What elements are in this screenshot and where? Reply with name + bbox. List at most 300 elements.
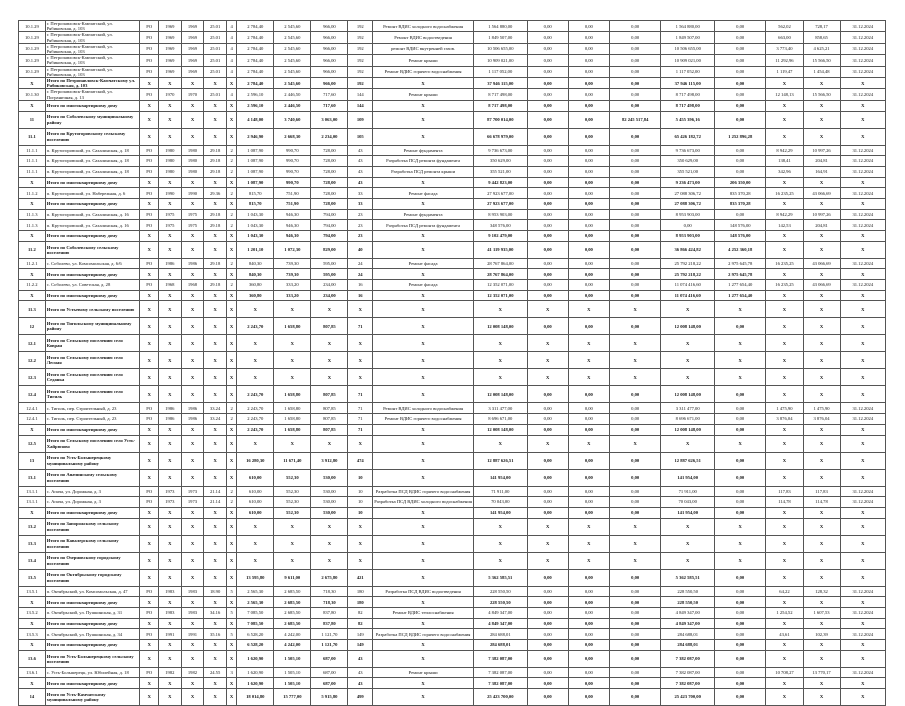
table-cell: РО (140, 403, 159, 414)
table-cell: 2 234,00 (311, 128, 348, 145)
table-cell: X (159, 435, 182, 452)
table-cell: X (204, 301, 227, 318)
table-cell: 13 770,17 (803, 667, 840, 678)
table-row (19, 231, 886, 242)
table-cell: 0,00 (527, 290, 568, 301)
table-cell: 13.3 (19, 535, 46, 552)
table-cell: 1969 (159, 55, 182, 66)
table-cell: X (840, 518, 885, 535)
table-cell: X (803, 100, 840, 111)
table-cell: 71 (348, 414, 373, 425)
table-cell: X (226, 678, 236, 689)
table-cell: 1980 (159, 166, 182, 177)
table-cell: 1 119,47 (766, 66, 803, 77)
table-cell: Итого по Кавалерскому сельскому поселению (45, 535, 140, 552)
table-cell: X (803, 111, 840, 128)
table-cell: 2 (226, 258, 236, 269)
table-cell: 8 953 903,00 (661, 231, 715, 242)
table-cell: X (159, 424, 182, 435)
table-cell: 284 688,01 (474, 640, 528, 651)
table-cell: 180 (348, 586, 373, 597)
table-cell: 0,00 (527, 667, 568, 678)
table-row (19, 100, 886, 111)
table-cell: 0,00 (568, 386, 609, 403)
table-cell: 0,00 (568, 318, 609, 335)
table-cell: X (181, 689, 204, 706)
table-cell: X (226, 301, 236, 318)
table-cell: 1991 (159, 629, 182, 640)
table-cell: X (181, 507, 204, 518)
table-cell: 27 088 306,72 (661, 198, 715, 209)
table-cell: РО (140, 209, 159, 220)
table-cell: 13 (19, 452, 46, 469)
table-cell: 1973 (159, 486, 182, 497)
table-cell: X (474, 369, 528, 386)
table-cell: 1973 (181, 486, 204, 497)
table-cell: 0,00 (714, 586, 765, 597)
table-cell: 0,00 (568, 597, 609, 608)
table-cell: РО (140, 166, 159, 177)
table-cell: X (159, 111, 182, 128)
table-cell: 12.1 (19, 335, 46, 352)
table-cell: 0,00 (568, 414, 609, 425)
table-cell: 11.2 (19, 241, 46, 258)
table-cell: 739,30 (274, 258, 311, 269)
table-cell: X (714, 301, 765, 318)
table-cell: X (19, 100, 46, 111)
table-cell: 0,00 (609, 689, 660, 706)
table-row (19, 209, 886, 220)
table-cell: 1970 (159, 89, 182, 100)
table-cell: 552,30 (274, 497, 311, 508)
table-cell: 8 717 498,00 (474, 89, 528, 100)
table-cell: Ремонт фасада (373, 280, 474, 291)
table-cell: X (766, 535, 803, 552)
table-cell: X (474, 435, 528, 452)
table-cell: 1 117 052,00 (474, 66, 528, 77)
table-cell: 1 087,90 (237, 156, 274, 167)
table-cell: 0,00 (714, 640, 765, 651)
table-cell: г. Петропавловск-Камчатский, ул. Рябиковская, д. 103 (45, 66, 140, 77)
table-cell: X (840, 650, 885, 667)
table-cell: 3 912,80 (311, 452, 348, 469)
table-cell: X (181, 518, 204, 535)
table-cell: 7 382 087,00 (661, 650, 715, 667)
table-cell: X (474, 335, 528, 352)
table-cell: X (226, 335, 236, 352)
table-cell: 966,00 (311, 78, 348, 89)
table-cell: X (204, 452, 227, 469)
table-cell: 0,00 (568, 650, 609, 667)
table-cell: 837,80 (311, 607, 348, 618)
table-cell: 0,00 (527, 156, 568, 167)
table-cell: Итого по Сельскому поселению село Тигиль (45, 386, 140, 403)
table-cell: X (159, 469, 182, 486)
table-cell: 728,00 (311, 188, 348, 199)
table-cell: Итого по многоквартирному дому (45, 177, 140, 188)
table-cell: 144 (348, 100, 373, 111)
table-cell: X (140, 100, 159, 111)
table-cell: X (766, 507, 803, 518)
table-cell: Итого по Усть-Камчатскому муниципальному району (45, 689, 140, 706)
table-cell: 31.12.2024 (840, 55, 885, 66)
table-cell: 141 954,00 (474, 469, 528, 486)
table-cell: 13 595,80 (237, 569, 274, 586)
table-cell: 12 008 148,00 (661, 318, 715, 335)
table-cell: 5 (226, 607, 236, 618)
table-cell: 2 243,70 (237, 403, 274, 414)
table-row (19, 452, 886, 469)
table-cell: 4 (226, 89, 236, 100)
table-cell: Итого по Сельскому поселению село Ковран (45, 335, 140, 352)
table-cell: 10 506 655,00 (474, 43, 528, 54)
table-cell: X (159, 78, 182, 89)
table-cell: X (181, 618, 204, 629)
table-cell: X (226, 269, 236, 280)
table-row (19, 280, 886, 291)
table-cell: Разработка ПСД ремонта фундамента (373, 220, 474, 231)
table-cell: 0,00 (568, 507, 609, 518)
table-cell: X (226, 231, 236, 242)
table-cell: 2 (226, 188, 236, 199)
table-cell: X (226, 469, 236, 486)
table-cell: X (181, 678, 204, 689)
table-cell: X (181, 177, 204, 188)
table-cell: 0,00 (609, 188, 660, 199)
table-cell: X (159, 301, 182, 318)
table-cell: 1968 (181, 280, 204, 291)
table-cell: 0,00 (527, 220, 568, 231)
table-cell: 530,00 (311, 469, 348, 486)
table-cell: 0,00 (568, 607, 609, 618)
table-cell: X (19, 424, 46, 435)
table-cell: X (348, 535, 373, 552)
table-cell: 31.12.2024 (840, 188, 885, 199)
table-cell: X (204, 469, 227, 486)
table-cell: 13.1.1 (19, 497, 46, 508)
table-cell: X (204, 78, 227, 89)
table-cell: 0,00 (527, 280, 568, 291)
table-cell: X (159, 100, 182, 111)
table-cell: 10 (348, 486, 373, 497)
table-cell: 1982 (159, 667, 182, 678)
table-cell: 192 (348, 21, 373, 32)
table-cell: X (140, 552, 159, 569)
table-cell: 5 (226, 586, 236, 597)
table-cell: 1 087,90 (237, 166, 274, 177)
table-cell: 0,00 (527, 486, 568, 497)
table-cell: 4 849 347,00 (474, 618, 528, 629)
table-cell: 2 545,60 (274, 55, 311, 66)
table-cell: 11 (19, 111, 46, 128)
table-cell: X (766, 650, 803, 667)
table-cell: X (803, 689, 840, 706)
table-cell: г. Петропавловск-Камчатский, ул. Рябиковская, д. 103 (45, 32, 140, 43)
table-cell: 3 311 477,00 (661, 403, 715, 414)
table-cell: X (204, 290, 227, 301)
table-cell: 10 997,26 (803, 145, 840, 156)
table-cell: 0,00 (527, 209, 568, 220)
table-cell: 16 (348, 290, 373, 301)
table-cell: X (237, 518, 274, 535)
table-cell: X (803, 386, 840, 403)
table-cell: X (766, 128, 803, 145)
table-cell: X (373, 452, 474, 469)
table-cell: X (840, 177, 885, 188)
table-cell: г. Петропавловск-Камчатский, ул. Рябиковская, д. 103 (45, 55, 140, 66)
table-cell: X (609, 535, 660, 552)
table-cell: 360,80 (237, 290, 274, 301)
table-cell: 0,00 (714, 569, 765, 586)
table-cell: 11 074 416,60 (661, 290, 715, 301)
table-cell: 0,00 (714, 43, 765, 54)
table-cell: Итого по многоквартирному дому (45, 231, 140, 242)
table-cell: 1990 (181, 188, 204, 199)
table-cell: 562,02 (766, 21, 803, 32)
table-cell: X (840, 424, 885, 435)
table-cell: X (140, 507, 159, 518)
table-cell: 0,00 (527, 386, 568, 403)
table-cell: 4 (226, 32, 236, 43)
table-cell: 0,00 (568, 403, 609, 414)
table-row (19, 318, 886, 335)
table-cell: 0,00 (609, 629, 660, 640)
table-cell: X (237, 352, 274, 369)
table-cell: X (840, 301, 885, 318)
table-cell: 82 245 517,84 (609, 111, 660, 128)
table-cell: 4 (226, 43, 236, 54)
table-cell: X (661, 518, 715, 535)
table-cell: X (19, 507, 46, 518)
table-cell: 530,00 (311, 486, 348, 497)
table-cell: X (803, 301, 840, 318)
table-cell: 0,00 (527, 469, 568, 486)
table-cell: X (140, 369, 159, 386)
table-cell: 2 (226, 486, 236, 497)
table-cell: X (140, 198, 159, 209)
table-cell: Итого по Тигильскому муниципальному району (45, 318, 140, 335)
table-cell: X (661, 301, 715, 318)
table-cell: 0,00 (714, 597, 765, 608)
table-cell: 13.6.1 (19, 667, 46, 678)
table-cell: X (840, 552, 885, 569)
table-cell: 0,00 (609, 569, 660, 586)
table-cell: 7 382 087,00 (474, 650, 528, 667)
table-cell: 144 (348, 89, 373, 100)
table-cell: 11.1.2 (19, 188, 46, 199)
table-cell: 7 085,50 (237, 607, 274, 618)
table-cell: 0,00 (527, 678, 568, 689)
table-cell: X (840, 369, 885, 386)
table-cell: РО (140, 21, 159, 32)
table-cell: X (181, 650, 204, 667)
table-cell: 3 876,04 (766, 414, 803, 425)
table-cell: 2 545,60 (274, 32, 311, 43)
table-cell: 807,85 (311, 386, 348, 403)
table-cell: ремонт ВДИС внутренней газов. (373, 43, 474, 54)
table-cell: X (140, 678, 159, 689)
table-cell: 835 370,28 (714, 188, 765, 199)
table-cell: Ремонт ВДИС горячего водоснабжения (373, 414, 474, 425)
table-cell: 284 688,01 (661, 640, 715, 651)
table-cell: 1980 (181, 156, 204, 167)
table-cell: 0,00 (527, 100, 568, 111)
table-row (19, 507, 886, 518)
table-cell: X (159, 318, 182, 335)
table-cell: 794,00 (311, 220, 348, 231)
table-cell: 0,00 (609, 597, 660, 608)
table-cell: 117,83 (803, 486, 840, 497)
table-row (19, 689, 886, 706)
table-cell: п. Октябрьский, ул. Пушкинская, д. 34 (45, 629, 140, 640)
table-cell: X (159, 535, 182, 552)
table-cell: X (274, 535, 311, 552)
table-cell: Ремонт фундамента (373, 209, 474, 220)
table-cell: 43 (348, 650, 373, 667)
table-cell: X (766, 290, 803, 301)
table-cell: X (237, 435, 274, 452)
table-cell: X (803, 618, 840, 629)
table-cell: 0,00 (714, 32, 765, 43)
table-row (19, 552, 886, 569)
table-cell: 13.1 (19, 469, 46, 486)
table-cell: 1 620,90 (237, 650, 274, 667)
table-cell: 70 043,00 (474, 497, 528, 508)
table-cell: X (204, 352, 227, 369)
table-cell: 1 475,90 (803, 403, 840, 414)
table-cell: 1 252 896,28 (714, 128, 765, 145)
table-cell: X (204, 198, 227, 209)
table-cell: 1 475,90 (766, 403, 803, 414)
table-cell: 13.5.3 (19, 629, 46, 640)
table-cell: 24 (348, 258, 373, 269)
table-cell: 687,00 (311, 650, 348, 667)
table-cell: 0,00 (527, 569, 568, 586)
table-cell: 0,00 (568, 111, 609, 128)
table-cell: 687,00 (311, 667, 348, 678)
table-cell: 4 849 347,00 (661, 607, 715, 618)
table-cell: X (19, 269, 46, 280)
table-cell: X (237, 301, 274, 318)
table-cell: 10 (348, 497, 373, 508)
table-row (19, 569, 886, 586)
table-cell: 1975 (181, 209, 204, 220)
table-cell: 0,00 (609, 32, 660, 43)
table-cell: 0,00 (527, 188, 568, 199)
table-cell: X (140, 128, 159, 145)
table-cell: 595,00 (311, 269, 348, 280)
table-cell: 0,00 (527, 424, 568, 435)
table-cell: 966,00 (311, 32, 348, 43)
table-cell: X (766, 269, 803, 280)
table-cell: 0,00 (714, 166, 765, 177)
table-cell: 31.12.2024 (840, 403, 885, 414)
table-cell: X (661, 435, 715, 452)
table-cell: X (373, 386, 474, 403)
table-cell: Итого по Озерновскому городскому поселению (45, 552, 140, 569)
table-cell: X (766, 597, 803, 608)
table-cell: 1968 (159, 280, 182, 291)
table-cell: 43 066,69 (803, 188, 840, 199)
table-row (19, 111, 886, 128)
table-cell: X (181, 424, 204, 435)
table-cell: X (140, 318, 159, 335)
table-cell: 1 658,80 (274, 414, 311, 425)
table-cell: 2 565,30 (237, 597, 274, 608)
table-cell: 2 446,50 (274, 89, 311, 100)
table-cell: 2 545,60 (274, 43, 311, 54)
table-row (19, 220, 886, 231)
table-cell: X (803, 352, 840, 369)
table-cell: 2 596,10 (237, 89, 274, 100)
table-cell: X (140, 290, 159, 301)
table-cell: 0,00 (527, 318, 568, 335)
table-cell: 11.3 (19, 301, 46, 318)
table-cell: 18 014,80 (237, 689, 274, 706)
table-cell: X (373, 424, 474, 435)
table-cell: 0,00 (609, 156, 660, 167)
table-cell: 8 717 498,00 (474, 100, 528, 111)
table-cell: X (766, 386, 803, 403)
table-cell: X (803, 335, 840, 352)
table-cell: 40 (348, 241, 373, 258)
table-cell: X (840, 352, 885, 369)
table-cell: X (766, 452, 803, 469)
table-cell: 82 (348, 618, 373, 629)
table-cell: 1969 (181, 66, 204, 77)
table-cell: 105 (348, 128, 373, 145)
table-cell: X (19, 640, 46, 651)
table-cell: 16 (348, 280, 373, 291)
table-cell: 128,32 (803, 586, 840, 597)
table-cell: 0,00 (527, 629, 568, 640)
table-cell: 1983 (159, 607, 182, 618)
table-cell: X (766, 318, 803, 335)
table-cell: X (840, 678, 885, 689)
table-cell: 13.4 (19, 552, 46, 569)
table-cell: X (226, 369, 236, 386)
table-cell: X (661, 552, 715, 569)
table-cell: 342,96 (766, 166, 803, 177)
table-cell: 1969 (181, 32, 204, 43)
table-cell: X (159, 597, 182, 608)
table-cell: 13.5.1 (19, 586, 46, 597)
table-cell: 0,00 (609, 78, 660, 89)
table-cell: 1 277 654,40 (714, 290, 765, 301)
table-cell: 0,00 (714, 156, 765, 167)
table-cell: 2 (226, 497, 236, 508)
table-row (19, 497, 886, 508)
table-cell: X (840, 198, 885, 209)
table-cell: 31.12.2024 (840, 280, 885, 291)
table-cell: X (226, 518, 236, 535)
table-cell: 7 382 087,00 (474, 667, 528, 678)
table-cell: 1991 (181, 629, 204, 640)
table-cell: 31.12.2024 (840, 89, 885, 100)
table-cell: X (568, 518, 609, 535)
table-cell: X (226, 569, 236, 586)
table-cell: 718,30 (311, 586, 348, 597)
table-cell: 2 975 645,78 (714, 258, 765, 269)
table-cell: 728,00 (311, 145, 348, 156)
table-cell: 31.12.2024 (840, 156, 885, 167)
table-cell: X (226, 318, 236, 335)
table-cell: X (840, 435, 885, 452)
table-cell: 9 102 479,00 (474, 231, 528, 242)
table-cell: 837,80 (311, 618, 348, 629)
table-cell: 9 736 673,00 (661, 145, 715, 156)
table-cell: 24.55 (204, 667, 227, 678)
